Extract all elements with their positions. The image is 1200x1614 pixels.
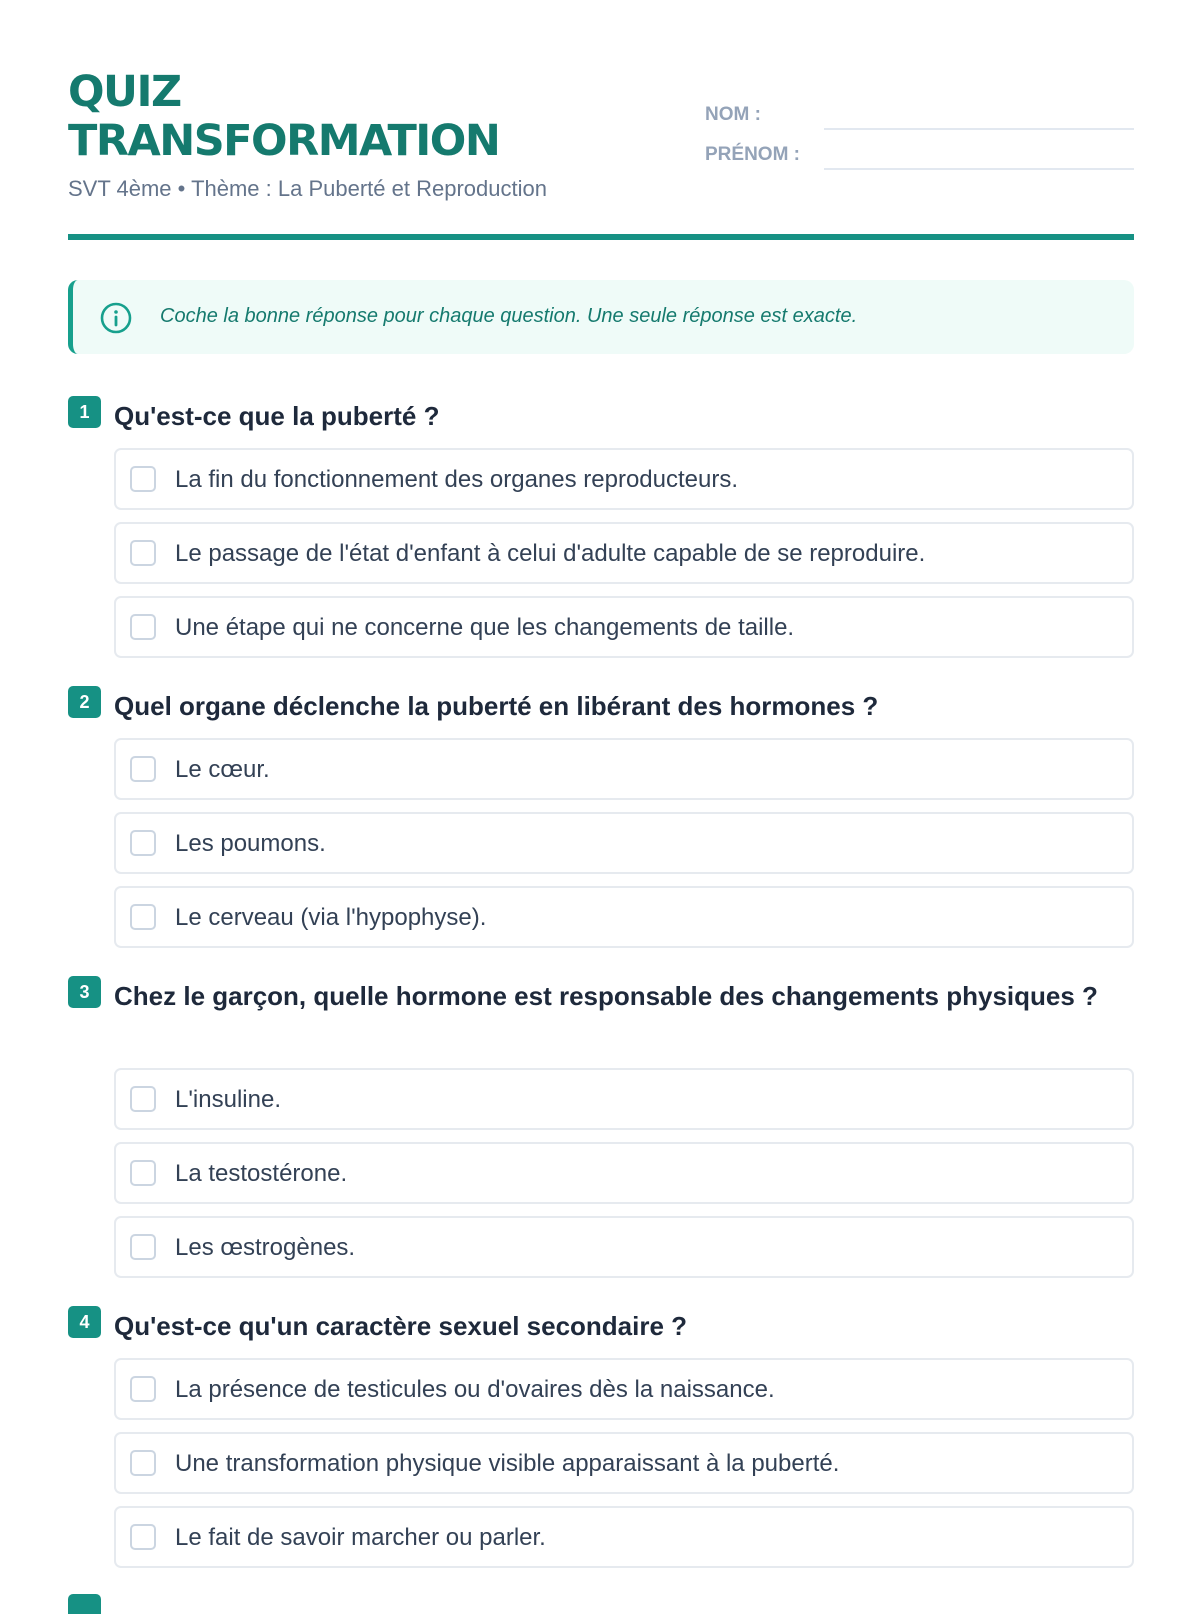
answer-options [114, 1358, 1134, 1580]
answer-options [114, 448, 1134, 670]
title-line-1: QUIZ [68, 67, 181, 117]
answer-label: Les œstrogènes. [175, 1234, 356, 1261]
answer-option[interactable] [114, 1216, 1134, 1278]
answer-option[interactable] [114, 1432, 1134, 1494]
answer-checkbox[interactable] [130, 1086, 156, 1112]
answer-label: Une transformation physique visible apparaissant à la puberté. [175, 1450, 840, 1477]
question-number-badge: 2 [68, 686, 101, 718]
answer-option[interactable] [114, 738, 1134, 800]
answer-label: Le passage de l'état d'enfant à celui d'adulte capable de se reproduire. [175, 540, 926, 567]
nom-input-line[interactable] [824, 128, 1134, 130]
question-number-badge: 4 [68, 1306, 101, 1338]
answer-option[interactable] [114, 886, 1134, 948]
question-text: Qu'est-ce qu'un caractère sexuel secondaire ? [114, 1311, 688, 1341]
answer-label: L'insuline. [175, 1086, 281, 1113]
answer-checkbox[interactable] [130, 1160, 156, 1186]
answer-option[interactable] [114, 522, 1134, 584]
question-text: Qu'est-ce que la puberté ? [114, 401, 440, 431]
answer-option[interactable] [114, 1358, 1134, 1420]
answer-label: La présence de testicules ou d'ovaires dès la naissance. [175, 1376, 775, 1403]
answer-label: Les poumons. [175, 830, 326, 857]
question-number-badge: 1 [68, 396, 101, 428]
instruction-box [68, 280, 1134, 354]
answer-checkbox[interactable] [130, 1376, 156, 1402]
answer-option[interactable] [114, 448, 1134, 510]
answer-label: Le cerveau (via l'hypophyse). [175, 904, 487, 931]
answer-options [114, 1068, 1134, 1290]
answer-checkbox[interactable] [130, 1234, 156, 1260]
answer-checkbox[interactable] [130, 1524, 156, 1550]
answer-checkbox[interactable] [130, 756, 156, 782]
answer-options [114, 738, 1134, 960]
answer-label: La testostérone. [175, 1160, 348, 1187]
title-line-2: TRANSFORMATION [68, 116, 500, 166]
answer-checkbox[interactable] [130, 1450, 156, 1476]
answer-checkbox[interactable] [130, 540, 156, 566]
header-divider [68, 234, 1134, 240]
answer-option[interactable] [114, 596, 1134, 658]
prenom-field[interactable] [705, 142, 1134, 168]
answer-option[interactable] [114, 1068, 1134, 1130]
next-question-badge [68, 1594, 101, 1614]
quiz-page [68, 0, 1134, 1551]
nom-label: NOM : [705, 104, 761, 125]
answer-checkbox[interactable] [130, 614, 156, 640]
answer-option[interactable] [114, 812, 1134, 874]
answer-checkbox[interactable] [130, 904, 156, 930]
page-subtitle: SVT 4ème • Thème : La Puberté et Reproduction [68, 176, 547, 201]
answer-label: Le cœur. [175, 756, 270, 783]
quiz-header [68, 0, 1134, 242]
answer-label: Le fait de savoir marcher ou parler. [175, 1524, 546, 1551]
question-number-badge: 3 [68, 976, 101, 1008]
nom-field[interactable] [705, 102, 1134, 128]
answer-checkbox[interactable] [130, 466, 156, 492]
prenom-label: PRÉNOM : [705, 144, 800, 165]
info-icon [99, 301, 133, 335]
instruction-text: Coche la bonne réponse pour chaque question. Une seule réponse est exacte. [160, 305, 858, 327]
prenom-input-line[interactable] [824, 168, 1134, 170]
answer-checkbox[interactable] [130, 830, 156, 856]
answer-option[interactable] [114, 1142, 1134, 1204]
question-text: Chez le garçon, quelle hormone est responsable des changements physiques ? [114, 981, 1098, 1011]
page-title [68, 68, 499, 166]
answer-label: La fin du fonctionnement des organes reproducteurs. [175, 466, 739, 493]
answer-option[interactable] [114, 1506, 1134, 1568]
question-text: Quel organe déclenche la puberté en libérant des hormones ? [114, 691, 879, 721]
answer-label: Une étape qui ne concerne que les changements de taille. [175, 614, 795, 641]
